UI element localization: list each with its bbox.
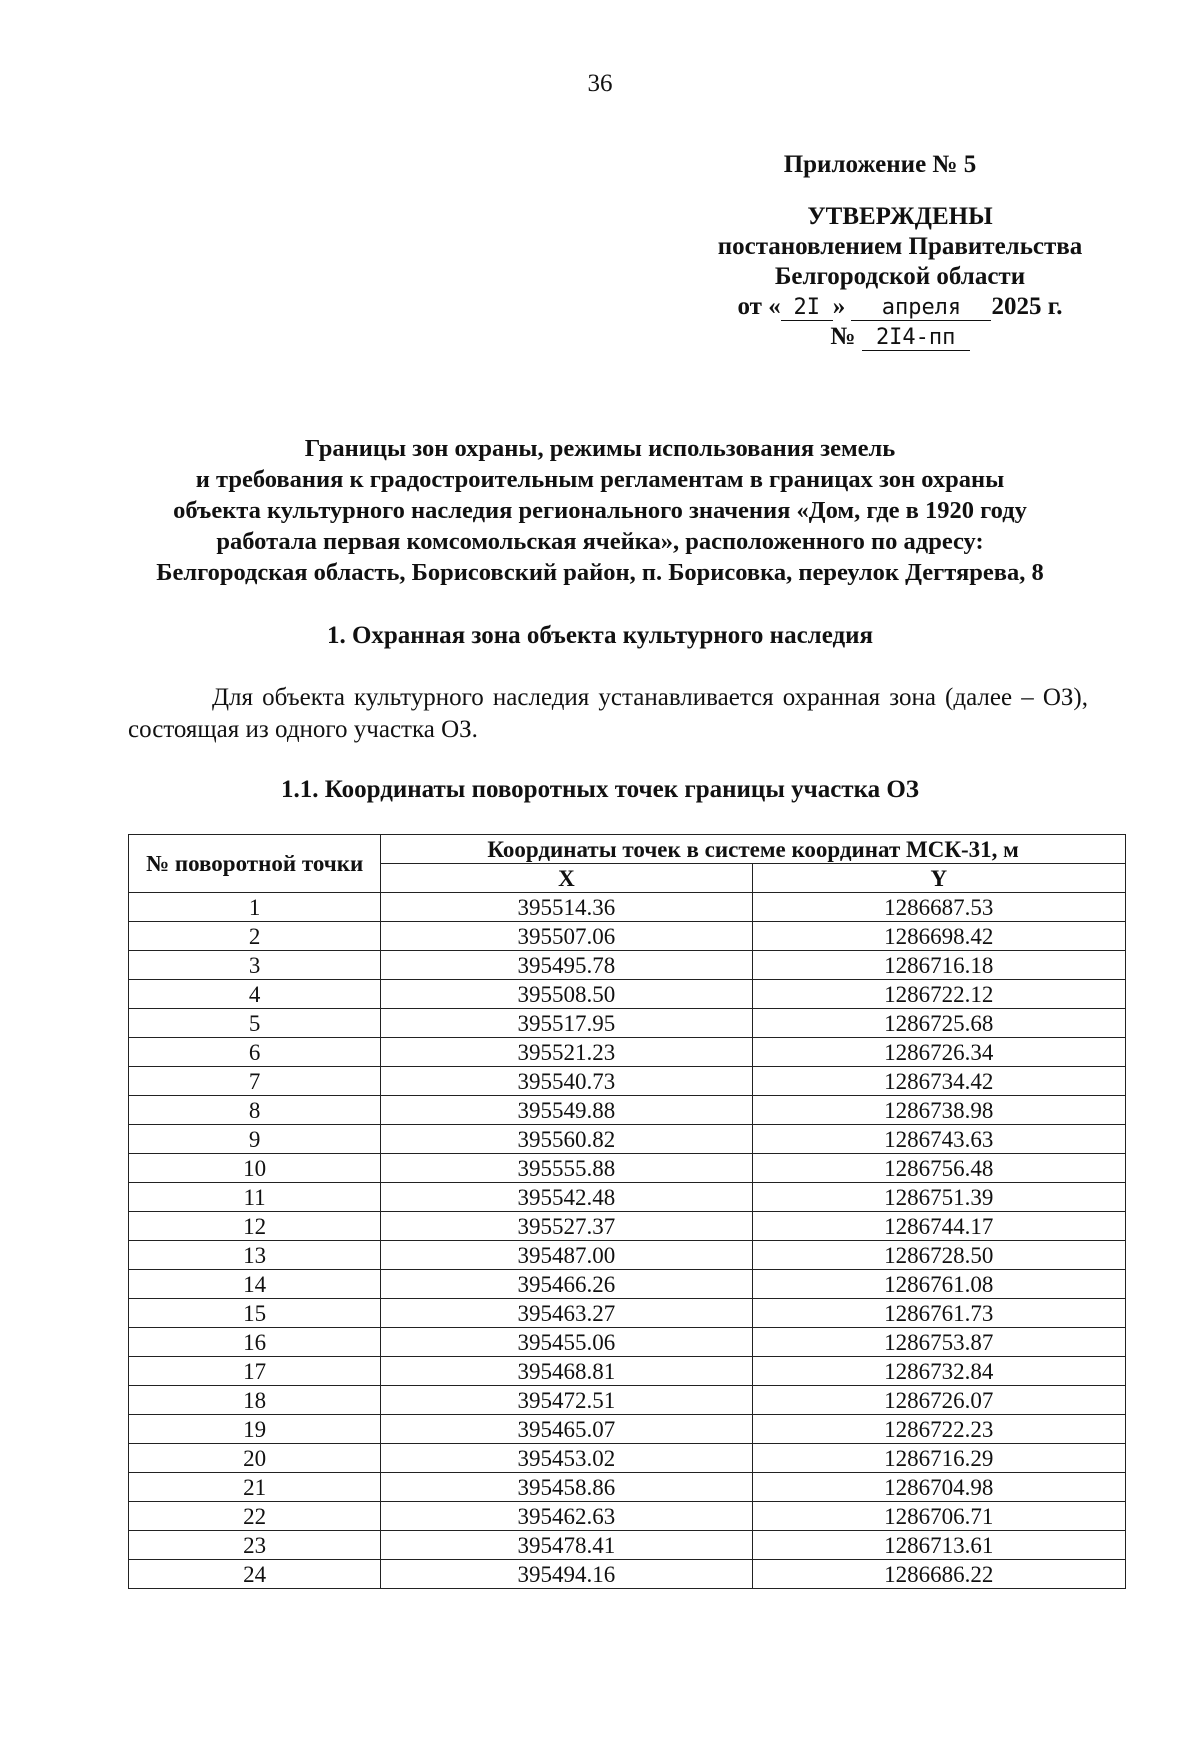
y-coordinate-cell: 1286716.18 — [752, 951, 1125, 980]
x-coordinate-cell: 395517.95 — [381, 1009, 752, 1038]
point-number-cell: 20 — [129, 1444, 381, 1473]
title-line: объекта культурного наследия регионального значения «Дом, где в 1920 году — [173, 497, 1027, 524]
y-coordinate-cell: 1286734.42 — [752, 1067, 1125, 1096]
table-row — [129, 1125, 1126, 1154]
point-number-cell: 3 — [129, 951, 381, 980]
page-number: 36 — [587, 70, 613, 97]
date-mid: » — [832, 293, 846, 320]
number-prefix: № — [830, 323, 856, 350]
date-month-field: апреля — [851, 296, 991, 321]
point-number-cell: 22 — [129, 1502, 381, 1531]
x-coordinate-cell: 395453.02 — [381, 1444, 752, 1473]
y-coordinate-cell: 1286756.48 — [752, 1154, 1125, 1183]
table-row — [129, 922, 1126, 951]
x-coordinate-cell: 395508.50 — [381, 980, 752, 1009]
table-row — [129, 1560, 1126, 1589]
table-row — [129, 1154, 1126, 1183]
x-coordinate-cell: 395472.51 — [381, 1386, 752, 1415]
x-coordinate-cell: 395466.26 — [381, 1270, 752, 1299]
point-number-cell: 24 — [129, 1560, 381, 1589]
table-row — [129, 1067, 1126, 1096]
y-coordinate-cell: 1286744.17 — [752, 1212, 1125, 1241]
point-number-cell: 5 — [129, 1009, 381, 1038]
x-coordinate-cell: 395468.81 — [381, 1357, 752, 1386]
x-coordinate-cell: 395527.37 — [381, 1212, 752, 1241]
table-row — [129, 893, 1126, 922]
date-year: 2025 г. — [991, 293, 1063, 320]
approved-label: УТВЕРЖДЕНЫ — [807, 203, 993, 230]
x-coordinate-cell: 395555.88 — [381, 1154, 752, 1183]
y-coordinate-cell: 1286722.12 — [752, 980, 1125, 1009]
y-coordinate-cell: 1286732.84 — [752, 1357, 1125, 1386]
x-coordinate-cell: 395521.23 — [381, 1038, 752, 1067]
table-row — [129, 1328, 1126, 1357]
title-line: работала первая комсомольская ячейка», расположенного по адресу: — [216, 528, 984, 555]
point-number-cell: 10 — [129, 1154, 381, 1183]
point-number-cell: 2 — [129, 922, 381, 951]
subsection-heading: 1.1. Координаты поворотных точек границы участка ОЗ — [281, 776, 919, 803]
y-coordinate-cell: 1286726.34 — [752, 1038, 1125, 1067]
y-coordinate-cell: 1286725.68 — [752, 1009, 1125, 1038]
point-number-cell: 7 — [129, 1067, 381, 1096]
approval-date-line — [690, 292, 1110, 322]
coordinates-table — [128, 834, 1126, 1589]
table-row — [129, 1415, 1126, 1444]
date-prefix: от « — [737, 293, 781, 320]
point-number-cell: 11 — [129, 1183, 381, 1212]
point-number-cell: 19 — [129, 1415, 381, 1444]
table-row — [129, 1241, 1126, 1270]
x-coordinate-cell: 395455.06 — [381, 1328, 752, 1357]
appendix-label: Приложение № 5 — [783, 151, 977, 178]
x-coordinate-cell: 395465.07 — [381, 1415, 752, 1444]
y-coordinate-cell: 1286751.39 — [752, 1183, 1125, 1212]
x-coordinate-cell: 395514.36 — [381, 893, 752, 922]
table-row — [129, 1502, 1126, 1531]
point-number-cell: 21 — [129, 1473, 381, 1502]
y-coordinate-cell: 1286743.63 — [752, 1125, 1125, 1154]
y-coordinate-cell: 1286716.29 — [752, 1444, 1125, 1473]
table-row — [129, 1386, 1126, 1415]
approval-block — [690, 150, 1110, 352]
point-number-cell: 13 — [129, 1241, 381, 1270]
table-row — [129, 1183, 1126, 1212]
x-coordinate-cell: 395507.06 — [381, 922, 752, 951]
y-coordinate-cell: 1286753.87 — [752, 1328, 1125, 1357]
table-row — [129, 1038, 1126, 1067]
y-coordinate-cell: 1286761.73 — [752, 1299, 1125, 1328]
y-coordinate-cell: 1286761.08 — [752, 1270, 1125, 1299]
approval-authority-line1: постановлением Правительства — [717, 233, 1083, 260]
approval-number-line — [690, 322, 1110, 352]
table-row — [129, 1444, 1126, 1473]
x-coordinate-cell: 395549.88 — [381, 1096, 752, 1125]
header-y: Y — [752, 864, 1125, 893]
point-number-cell: 16 — [129, 1328, 381, 1357]
y-coordinate-cell: 1286687.53 — [752, 893, 1125, 922]
table-row — [129, 1473, 1126, 1502]
table-row — [129, 980, 1126, 1009]
x-coordinate-cell: 395494.16 — [381, 1560, 752, 1589]
coordinates-table-body — [129, 893, 1126, 1589]
point-number-cell: 23 — [129, 1531, 381, 1560]
point-number-cell: 14 — [129, 1270, 381, 1299]
date-day-field: 2I — [781, 296, 833, 321]
table-row — [129, 1270, 1126, 1299]
point-number-cell: 15 — [129, 1299, 381, 1328]
y-coordinate-cell: 1286686.22 — [752, 1560, 1125, 1589]
header-coordinates: Координаты точек в системе координат МСК-31, м — [381, 835, 1126, 864]
section-heading: 1. Охранная зона объекта культурного наследия — [326, 622, 874, 649]
y-coordinate-cell: 1286726.07 — [752, 1386, 1125, 1415]
table-row — [129, 1212, 1126, 1241]
table-row — [129, 1096, 1126, 1125]
x-coordinate-cell: 395487.00 — [381, 1241, 752, 1270]
point-number-cell: 6 — [129, 1038, 381, 1067]
point-number-cell: 4 — [129, 980, 381, 1009]
document-number-field: 2I4-пп — [862, 326, 970, 351]
document-title — [120, 433, 1080, 588]
table-row — [129, 1009, 1126, 1038]
x-coordinate-cell: 395560.82 — [381, 1125, 752, 1154]
point-number-cell: 18 — [129, 1386, 381, 1415]
y-coordinate-cell: 1286738.98 — [752, 1096, 1125, 1125]
x-coordinate-cell: 395478.41 — [381, 1531, 752, 1560]
point-number-cell: 12 — [129, 1212, 381, 1241]
y-coordinate-cell: 1286704.98 — [752, 1473, 1125, 1502]
point-number-cell: 8 — [129, 1096, 381, 1125]
x-coordinate-cell: 395462.63 — [381, 1502, 752, 1531]
point-number-cell: 9 — [129, 1125, 381, 1154]
approval-authority-line2: Белгородской области — [774, 263, 1026, 290]
x-coordinate-cell: 395463.27 — [381, 1299, 752, 1328]
y-coordinate-cell: 1286713.61 — [752, 1531, 1125, 1560]
table-row — [129, 1531, 1126, 1560]
title-line: Белгородская область, Борисовский район, п. Борисовка, переулок Дегтярева, 8 — [156, 559, 1044, 586]
y-coordinate-cell: 1286728.50 — [752, 1241, 1125, 1270]
x-coordinate-cell: 395495.78 — [381, 951, 752, 980]
y-coordinate-cell: 1286706.71 — [752, 1502, 1125, 1531]
table-row — [129, 1357, 1126, 1386]
y-coordinate-cell: 1286698.42 — [752, 922, 1125, 951]
title-line: и требования к градостроительным регламентам в границах зон охраны — [195, 466, 1005, 493]
point-number-cell: 1 — [129, 893, 381, 922]
table-row — [129, 951, 1126, 980]
x-coordinate-cell: 395542.48 — [381, 1183, 752, 1212]
title-line: Границы зон охраны, режимы использования земель — [304, 435, 896, 462]
x-coordinate-cell: 395540.73 — [381, 1067, 752, 1096]
body-paragraph: Для объекта культурного наследия устанавливается охранная зона (далее – ОЗ), состоящая из одного участка ОЗ. — [128, 684, 1088, 743]
table-row — [129, 1299, 1126, 1328]
point-number-cell: 17 — [129, 1357, 381, 1386]
header-point-number: № поворотной точки — [129, 835, 381, 893]
y-coordinate-cell: 1286722.23 — [752, 1415, 1125, 1444]
header-x: X — [381, 864, 752, 893]
x-coordinate-cell: 395458.86 — [381, 1473, 752, 1502]
